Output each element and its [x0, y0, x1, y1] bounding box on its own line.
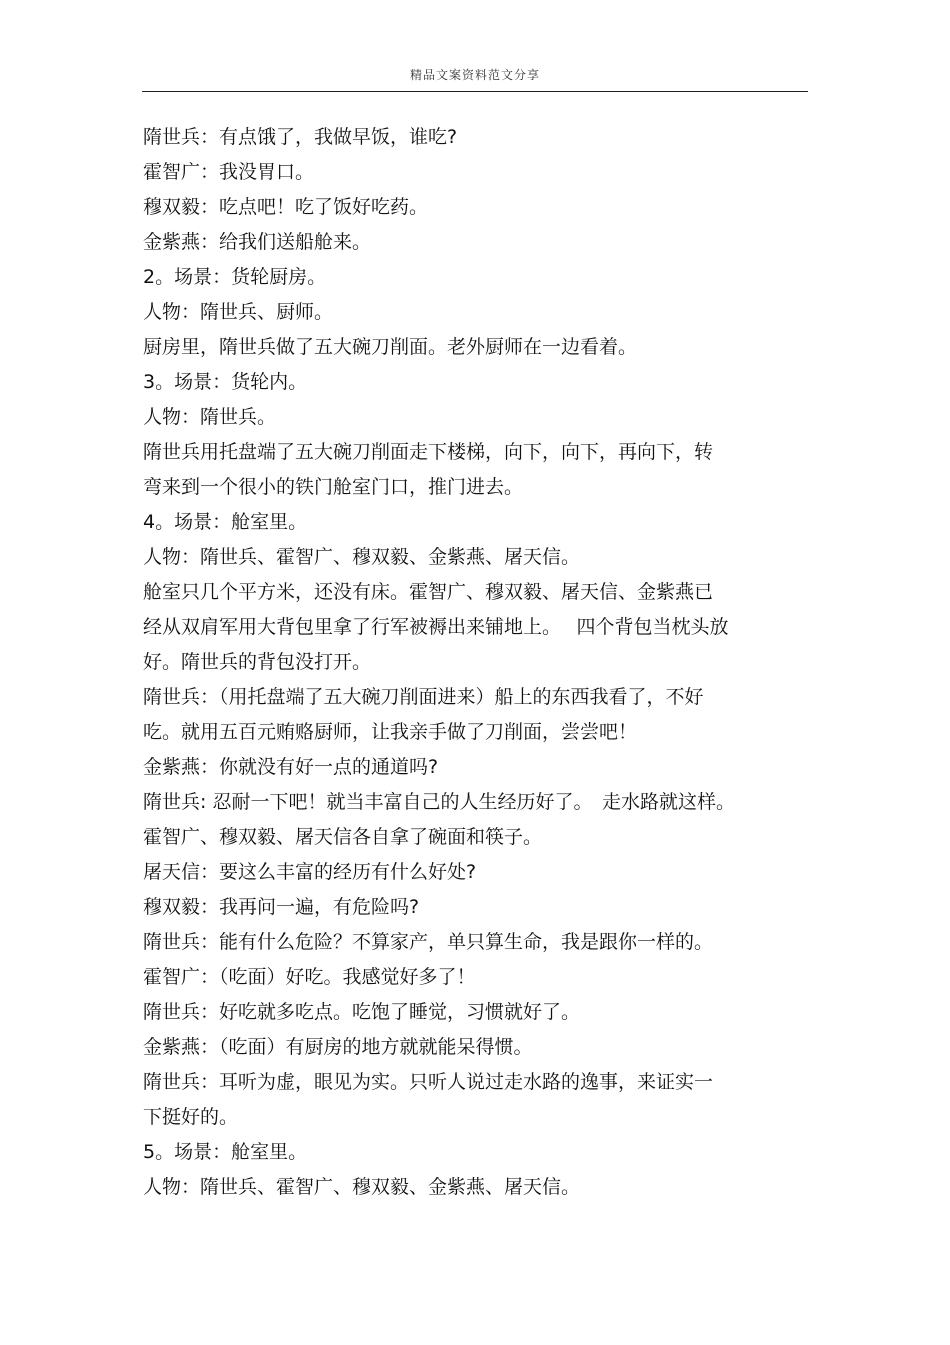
scene-heading: 5。场景：舱室里。 — [143, 1141, 308, 1163]
text-line: 吃。就用五百元贿赂厨师，让我亲手做了刀削面，尝尝吧！ — [143, 721, 638, 743]
text-line: 舱室只几个平方米，还没有床。霍智广、穆双毅、屠天信、金紫燕已 — [143, 581, 714, 603]
text-line: 隋世兵：（用托盘端了五大碗刀削面进来）船上的东西我看了，不好 — [143, 686, 704, 708]
text-line: 人物：隋世兵。 — [143, 406, 277, 428]
text-line: 隋世兵: 忍耐一下吧！就当丰富自己的人生经历好了。 走水路就这样。 — [143, 791, 735, 813]
text-line: 厨房里，隋世兵做了五大碗刀削面。老外厨师在一边看着。 — [143, 336, 638, 358]
text-line: 穆双毅：吃点吧！吃了饭好吃药。 — [143, 196, 429, 218]
text-line: 隋世兵：好吃就多吃点。吃饱了睡觉，习惯就好了。 — [143, 1001, 581, 1023]
text-line: 霍智广、穆双毅、屠天信各自拿了碗面和筷子。 — [143, 826, 543, 848]
header-title: 精品文案资料范文分享 — [409, 68, 540, 82]
text-line: 人物：隋世兵、霍智广、穆双毅、金紫燕、屠天信。 — [143, 546, 581, 568]
text-line: 穆双毅：我再问一遍，有危险吗? — [143, 896, 420, 918]
text-line: 隋世兵用托盘端了五大碗刀削面走下楼梯，向下，向下，再向下，转 — [143, 441, 714, 463]
text-line: 霍智广：我没胃口。 — [143, 161, 315, 183]
document-body — [143, 120, 808, 1205]
scene-heading: 4。场景：舱室里。 — [143, 511, 308, 533]
text-line: 人物：隋世兵、霍智广、穆双毅、金紫燕、屠天信。 — [143, 1176, 581, 1198]
text-line: 下挺好的。 — [143, 1106, 239, 1128]
text-line: 金紫燕：你就没有好一点的通道吗? — [143, 756, 439, 778]
text-line: 好。隋世兵的背包没打开。 — [143, 651, 372, 673]
text-line: 霍智广：（吃面）好吃。我感觉好多了！ — [143, 966, 476, 988]
scene-heading: 2。场景：货轮厨房。 — [143, 266, 327, 288]
text-line: 隋世兵：耳听为虚，眼见为实。只听人说过走水路的逸事，来证实一 — [143, 1071, 714, 1093]
text-line: 屠天信：要这么丰富的经历有什么好处? — [143, 861, 477, 883]
text-line: 金紫燕：给我们送船舱来。 — [143, 231, 372, 253]
page-header — [142, 60, 808, 92]
text-line: 弯来到一个很小的铁门舱室门口，推门进去。 — [143, 476, 524, 498]
text-line: 人物：隋世兵、厨师。 — [143, 301, 334, 323]
text-line: 隋世兵：能有什么危险？不算家产，单只算生命，我是跟你一样的。 — [143, 931, 714, 953]
text-line: 隋世兵：有点饿了，我做早饭，谁吃? — [143, 126, 458, 148]
text-line: 经从双肩军用大背包里拿了行军被褥出来铺地上。 四个背包当枕头放 — [143, 616, 729, 638]
text-line: 金紫燕：（吃面）有厨房的地方就就能呆得惯。 — [143, 1036, 533, 1058]
scene-heading: 3。场景：货轮内。 — [143, 371, 308, 393]
